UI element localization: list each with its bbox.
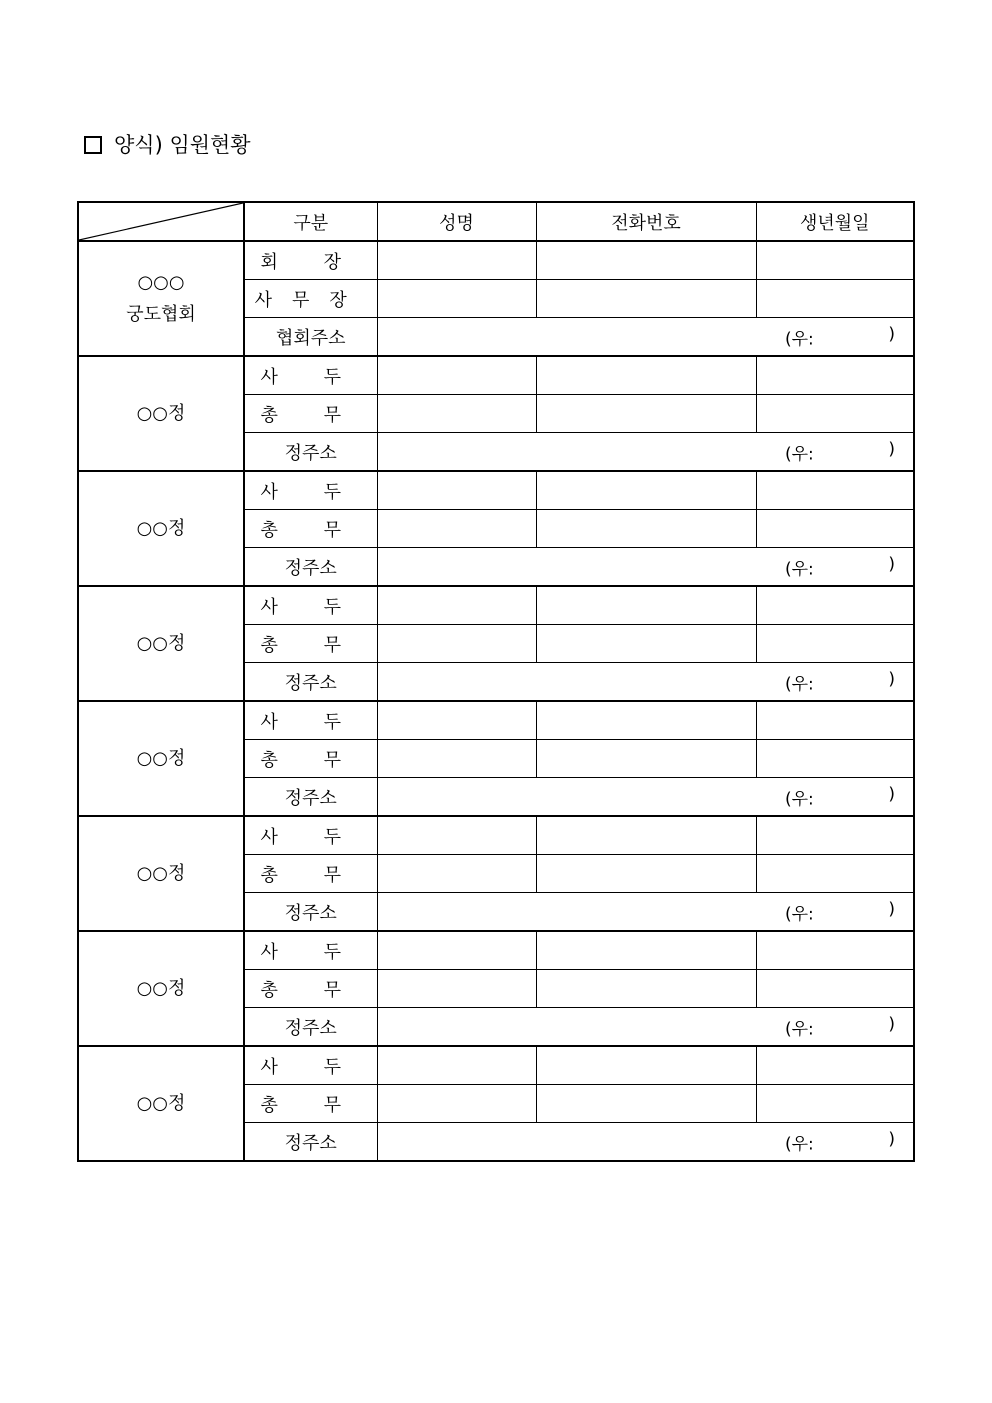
group-name-line: ○○정	[136, 1092, 186, 1114]
group-name-cell	[78, 701, 244, 816]
officer-roster-table	[77, 201, 915, 1162]
address-input-cell[interactable]	[377, 433, 914, 472]
name-input-cell[interactable]	[377, 625, 536, 663]
role-label-cell: 총 무	[244, 510, 377, 548]
group-name-cell	[78, 241, 244, 356]
birthdate-input-cell[interactable]	[756, 510, 914, 548]
phone-input-cell[interactable]	[536, 586, 756, 625]
role-label-cell: 사 두	[244, 586, 377, 625]
zip-close-label: )	[888, 669, 895, 689]
role-label-cell: 사 두	[244, 1046, 377, 1085]
name-input-cell[interactable]	[377, 356, 536, 395]
phone-input-cell[interactable]	[536, 471, 756, 510]
group-name-line: ○○정	[136, 517, 186, 539]
group-name-line: ○○정	[136, 747, 186, 769]
zip-open-label: (우:	[785, 444, 814, 464]
diagonal-line-icon	[79, 203, 243, 240]
birthdate-input-cell[interactable]	[756, 356, 914, 395]
role-label-cell: 사 두	[244, 356, 377, 395]
birthdate-input-cell[interactable]	[756, 625, 914, 663]
zip-close-label: )	[888, 1129, 895, 1149]
role-label-cell: 총 무	[244, 625, 377, 663]
address-input-cell[interactable]	[377, 318, 914, 357]
phone-input-cell[interactable]	[536, 280, 756, 318]
group-name-line: ○○정	[136, 402, 186, 424]
role-label-cell: 총 무	[244, 855, 377, 893]
table-row	[78, 356, 914, 395]
phone-input-cell[interactable]	[536, 510, 756, 548]
group-name-line: ○○○	[137, 271, 185, 293]
address-input-cell[interactable]	[377, 1123, 914, 1162]
phone-input-cell[interactable]	[536, 701, 756, 740]
name-input-cell[interactable]	[377, 471, 536, 510]
col-header-phone: 전화번호	[536, 202, 756, 241]
role-label-cell: 사 두	[244, 931, 377, 970]
zip-open-label: (우:	[785, 904, 814, 924]
group-name-cell	[78, 356, 244, 471]
zip-code-field	[785, 899, 895, 924]
birthdate-input-cell[interactable]	[756, 280, 914, 318]
name-input-cell[interactable]	[377, 280, 536, 318]
phone-input-cell[interactable]	[536, 395, 756, 433]
birthdate-input-cell[interactable]	[756, 395, 914, 433]
group-name-cell	[78, 931, 244, 1046]
role-label-cell: 총 무	[244, 970, 377, 1008]
table-row	[78, 701, 914, 740]
role-label-cell: 총 무	[244, 395, 377, 433]
phone-input-cell[interactable]	[536, 1085, 756, 1123]
birthdate-input-cell[interactable]	[756, 970, 914, 1008]
phone-input-cell[interactable]	[536, 241, 756, 280]
birthdate-input-cell[interactable]	[756, 701, 914, 740]
zip-close-label: )	[888, 554, 895, 574]
name-input-cell[interactable]	[377, 586, 536, 625]
group-name-cell	[78, 471, 244, 586]
birthdate-input-cell[interactable]	[756, 855, 914, 893]
table-row	[78, 931, 914, 970]
zip-open-label: (우:	[785, 1134, 814, 1154]
name-input-cell[interactable]	[377, 855, 536, 893]
name-input-cell[interactable]	[377, 970, 536, 1008]
zip-open-label: (우:	[785, 1019, 814, 1039]
address-input-cell[interactable]	[377, 893, 914, 932]
zip-close-label: )	[888, 784, 895, 804]
col-header-birthdate: 생년월일	[756, 202, 914, 241]
address-label-cell: 정주소	[244, 778, 377, 817]
zip-close-label: )	[888, 324, 895, 344]
zip-code-field	[785, 784, 895, 809]
role-label-cell: 회 장	[244, 241, 377, 280]
address-label-cell: 정주소	[244, 893, 377, 932]
zip-open-label: (우:	[785, 789, 814, 809]
group-name-line: ○○정	[136, 977, 186, 999]
phone-input-cell[interactable]	[536, 816, 756, 855]
address-input-cell[interactable]	[377, 1008, 914, 1047]
address-label-cell: 정주소	[244, 1008, 377, 1047]
role-label-cell: 사 두	[244, 701, 377, 740]
roster-body	[78, 241, 914, 1161]
birthdate-input-cell[interactable]	[756, 241, 914, 280]
name-input-cell[interactable]	[377, 1046, 536, 1085]
phone-input-cell[interactable]	[536, 1046, 756, 1085]
phone-input-cell[interactable]	[536, 931, 756, 970]
table-row	[78, 241, 914, 280]
name-input-cell[interactable]	[377, 740, 536, 778]
table-row	[78, 1046, 914, 1085]
header-row	[78, 202, 914, 241]
zip-open-label: (우:	[785, 559, 814, 579]
name-input-cell[interactable]	[377, 816, 536, 855]
birthdate-input-cell[interactable]	[756, 1085, 914, 1123]
page-title	[84, 130, 251, 160]
zip-code-field	[785, 324, 895, 349]
checkbox-square-icon	[84, 136, 102, 154]
address-label-cell: 협회주소	[244, 318, 377, 357]
address-input-cell[interactable]	[377, 663, 914, 702]
role-label-cell: 사무장	[244, 280, 377, 318]
birthdate-input-cell[interactable]	[756, 1046, 914, 1085]
zip-code-field	[785, 1129, 895, 1154]
name-input-cell[interactable]	[377, 510, 536, 548]
diagonal-header-cell	[78, 202, 244, 241]
birthdate-input-cell[interactable]	[756, 816, 914, 855]
role-label-cell: 총 무	[244, 740, 377, 778]
zip-open-label: (우:	[785, 329, 814, 349]
name-input-cell[interactable]	[377, 1085, 536, 1123]
role-label-cell: 사 두	[244, 471, 377, 510]
title-text: 양식) 임원현황	[114, 133, 251, 157]
col-header-name: 성명	[377, 202, 536, 241]
group-name-line: 궁도협회	[126, 303, 196, 325]
birthdate-input-cell[interactable]	[756, 740, 914, 778]
group-name-cell	[78, 1046, 244, 1161]
role-label-cell: 총 무	[244, 1085, 377, 1123]
zip-code-field	[785, 439, 895, 464]
zip-open-label: (우:	[785, 674, 814, 694]
table-row	[78, 586, 914, 625]
birthdate-input-cell[interactable]	[756, 586, 914, 625]
birthdate-input-cell[interactable]	[756, 471, 914, 510]
phone-input-cell[interactable]	[536, 356, 756, 395]
group-name-cell	[78, 816, 244, 931]
col-header-category: 구분	[244, 202, 377, 241]
zip-code-field	[785, 1014, 895, 1039]
phone-input-cell[interactable]	[536, 625, 756, 663]
address-input-cell[interactable]	[377, 548, 914, 587]
address-input-cell[interactable]	[377, 778, 914, 817]
name-input-cell[interactable]	[377, 395, 536, 433]
group-name-line: ○○정	[136, 632, 186, 654]
phone-input-cell[interactable]	[536, 970, 756, 1008]
zip-close-label: )	[888, 1014, 895, 1034]
role-label-cell: 사 두	[244, 816, 377, 855]
table-row	[78, 471, 914, 510]
phone-input-cell[interactable]	[536, 740, 756, 778]
address-label-cell: 정주소	[244, 433, 377, 472]
address-label-cell: 정주소	[244, 663, 377, 702]
zip-code-field	[785, 669, 895, 694]
group-name-cell	[78, 586, 244, 701]
name-input-cell[interactable]	[377, 701, 536, 740]
birthdate-input-cell[interactable]	[756, 931, 914, 970]
address-label-cell: 정주소	[244, 1123, 377, 1162]
table-row	[78, 816, 914, 855]
zip-close-label: )	[888, 899, 895, 919]
name-input-cell[interactable]	[377, 241, 536, 280]
address-label-cell: 정주소	[244, 548, 377, 587]
zip-close-label: )	[888, 439, 895, 459]
name-input-cell[interactable]	[377, 931, 536, 970]
zip-code-field	[785, 554, 895, 579]
group-name-line: ○○정	[136, 862, 186, 884]
phone-input-cell[interactable]	[536, 855, 756, 893]
